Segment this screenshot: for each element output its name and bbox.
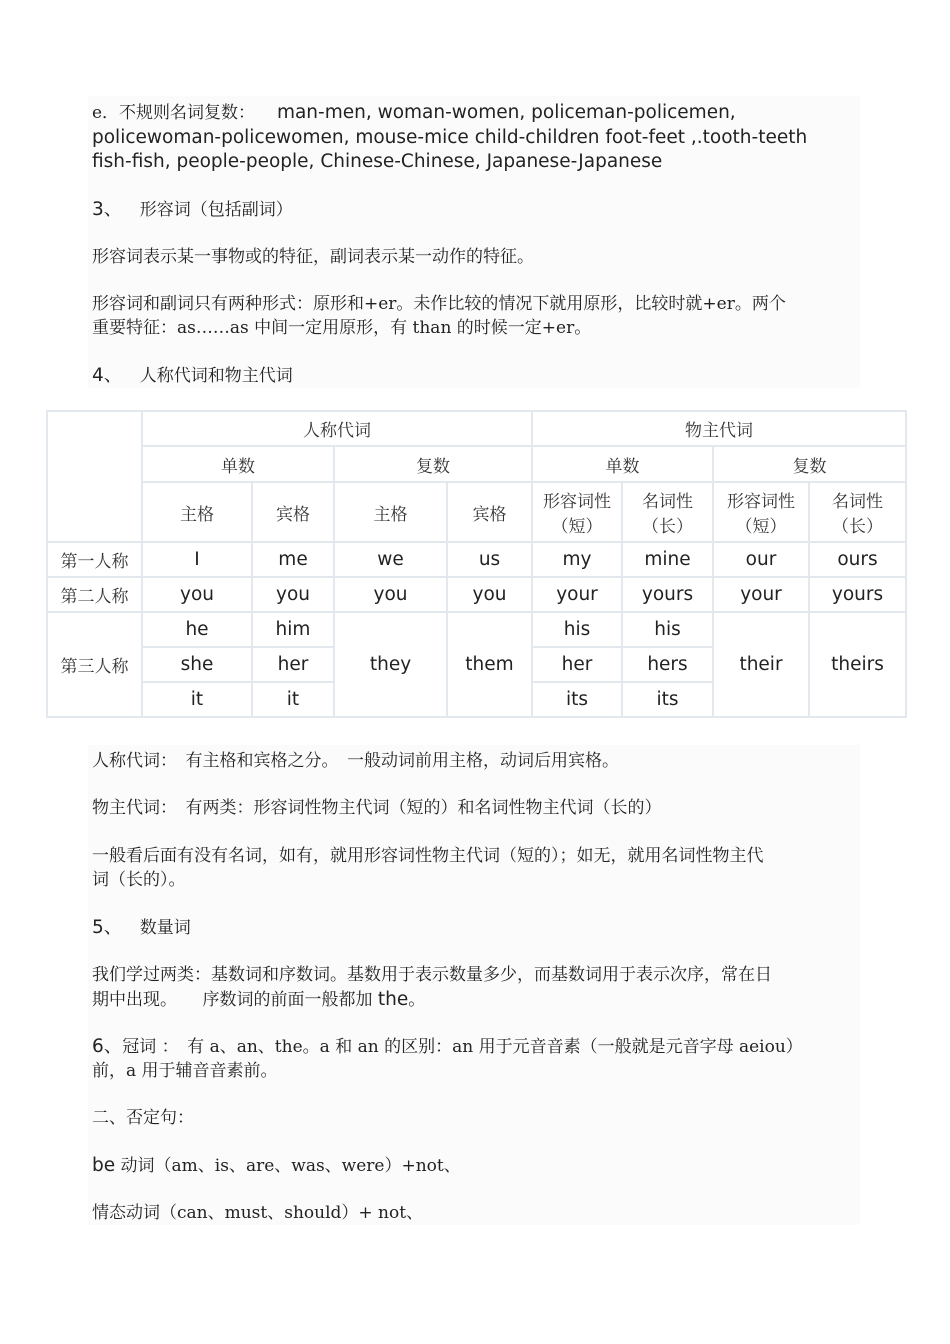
header-line: （短） (735, 517, 787, 537)
table-cell: you (334, 577, 447, 612)
noun-possessive-header (622, 482, 713, 542)
table-cell: my (532, 542, 622, 577)
table-cell: his (622, 612, 713, 647)
numerals-the: the (377, 989, 409, 1010)
table-row-second-person (47, 577, 906, 612)
table-cell: them (447, 612, 532, 717)
be-verb-rule (92, 1153, 856, 1179)
heading-numerals (92, 915, 856, 941)
table-cell: her (252, 647, 334, 682)
negative-sentence-heading: 二、否定句： (92, 1108, 194, 1128)
table-cell: yours (622, 577, 713, 612)
adjective-definition: 形容词表示某一事物或的特征，副词表示某一动作的特征。 (92, 247, 534, 267)
be-rule-text: 动词（am、is、are、was、were）+not、 (115, 1156, 461, 1176)
table-cell: you (142, 577, 252, 612)
adjective-possessive-header (713, 482, 809, 542)
table-cell: ours (809, 542, 906, 577)
table-cell: me (252, 542, 334, 577)
header-line: （长） (832, 517, 883, 537)
possessive-usage-line-1: 一般看后面有没有名词，如有，就用形容词性物主代词（短的）；如无，就用名词性物主代 (92, 846, 764, 866)
numerals-text: 期中出现。 序数词的前面一般都加 (92, 990, 378, 1010)
heading-number: 4、 (92, 365, 123, 386)
subjective-header: 主格 (142, 482, 252, 542)
personal-pronoun-header: 人称代词 (142, 411, 532, 446)
table-cell: they (334, 612, 447, 717)
table-cell: theirs (809, 612, 906, 717)
heading-number: 6、 (92, 1036, 123, 1057)
table-cell: it (252, 682, 334, 717)
adjective-forms-line-1: 形容词和副词只有两种形式：原形和+er。未作比较的情况下就用原形，比较时就+er。两个 (92, 294, 786, 314)
table-cell: your (713, 577, 809, 612)
singular-header: 单数 (532, 446, 713, 482)
table-cell: mine (622, 542, 713, 577)
possessive-pronoun-header: 物主代词 (532, 411, 906, 446)
personal-pronoun-note: 人称代词： 有主格和宾格之分。 一般动词前用主格，动词后用宾格。 (92, 751, 619, 771)
corner-cell (47, 411, 142, 542)
table-cell: us (447, 542, 532, 577)
possessive-pronoun-note: 物主代词： 有两类：形容词性物主代词（短的）和名词性物主代词（长的） (92, 798, 662, 818)
row-label: 第一人称 (47, 542, 142, 577)
heading-text: 形容词（包括副词） (139, 200, 293, 220)
table-cell: its (532, 682, 622, 717)
heading-text: 数量词 (139, 918, 191, 938)
be-word: be (92, 1155, 116, 1176)
modal-verb-rule: 情态动词（can、must、should）+ not、 (92, 1203, 424, 1223)
table-cell: her (532, 647, 622, 682)
heading-number: 3、 (92, 199, 123, 220)
adjective-forms-line-2: 重要特征：as……as 中间一定用原形，有 than 的时候一定+er。 (92, 318, 592, 338)
heading-text: 人称代词和物主代词 (139, 366, 293, 386)
heading-pronouns (92, 363, 856, 389)
bottom-text-block (88, 745, 860, 1225)
numerals-end: 。 (408, 990, 426, 1010)
heading-number: 5、 (92, 917, 123, 938)
numerals-line-1: 我们学过两类：基数词和序数词。基数用于表示数量多少，而基数词用于表示次序，常在日 (92, 965, 772, 985)
header-line: （短） (551, 517, 603, 537)
table-row-first-person (47, 542, 906, 577)
top-text-block (88, 96, 860, 388)
objective-header: 宾格 (447, 482, 532, 542)
table-cell: we (334, 542, 447, 577)
table-cell: hers (622, 647, 713, 682)
objective-header: 宾格 (252, 482, 334, 542)
pronoun-table (46, 410, 907, 718)
header-line: 形容词性 (543, 492, 611, 512)
table-cell: I (142, 542, 252, 577)
header-line: （长） (642, 517, 693, 537)
table-cell: its (622, 682, 713, 717)
possessive-usage-line-2: 词（长的）。 (92, 870, 186, 890)
numerals-line-2 (92, 987, 856, 1013)
table-cell: your (532, 577, 622, 612)
header-line: 形容词性 (727, 492, 795, 512)
table-row-third-person (47, 612, 906, 647)
articles-line-2: 前，a 用于辅音音素前。 (92, 1061, 278, 1081)
row-label: 第二人称 (47, 577, 142, 612)
row-label: 第三人称 (47, 612, 142, 717)
table-cell: their (713, 612, 809, 717)
noun-possessive-header (809, 482, 906, 542)
table-cell: he (142, 612, 252, 647)
irregular-plural-line-2: policewoman-policewomen, mouse-mice child-children foot-feet ,.tooth-teeth (92, 127, 808, 148)
header-line: 名词性 (642, 492, 693, 512)
table-cell: yours (809, 577, 906, 612)
irregular-plural-line-3: fish-fish, people-people, Chinese-Chinese, Japanese-Japanese (92, 151, 663, 172)
adjective-possessive-header (532, 482, 622, 542)
irregular-plural-examples: man-men, woman-women, policeman-policemen, (276, 102, 736, 123)
table-cell: his (532, 612, 622, 647)
singular-header: 单数 (142, 446, 334, 482)
plural-header: 复数 (713, 446, 906, 482)
table-cell: him (252, 612, 334, 647)
plural-header: 复数 (334, 446, 532, 482)
heading-text: 冠词 ： 有 a、an、the。a 和 an 的区别：an 用于元音音素（一般就是元音字母 aeiou） (122, 1037, 803, 1057)
heading-articles (92, 1034, 856, 1060)
irregular-plural-label: e．不规则名词复数： (92, 103, 256, 123)
table-cell: our (713, 542, 809, 577)
table-cell: it (142, 682, 252, 717)
header-line: 名词性 (832, 492, 883, 512)
table-cell: you (252, 577, 334, 612)
heading-adjectives (92, 197, 856, 223)
subjective-header: 主格 (334, 482, 447, 542)
table-cell: she (142, 647, 252, 682)
irregular-plural-line-1 (92, 100, 856, 126)
table-cell: you (447, 577, 532, 612)
